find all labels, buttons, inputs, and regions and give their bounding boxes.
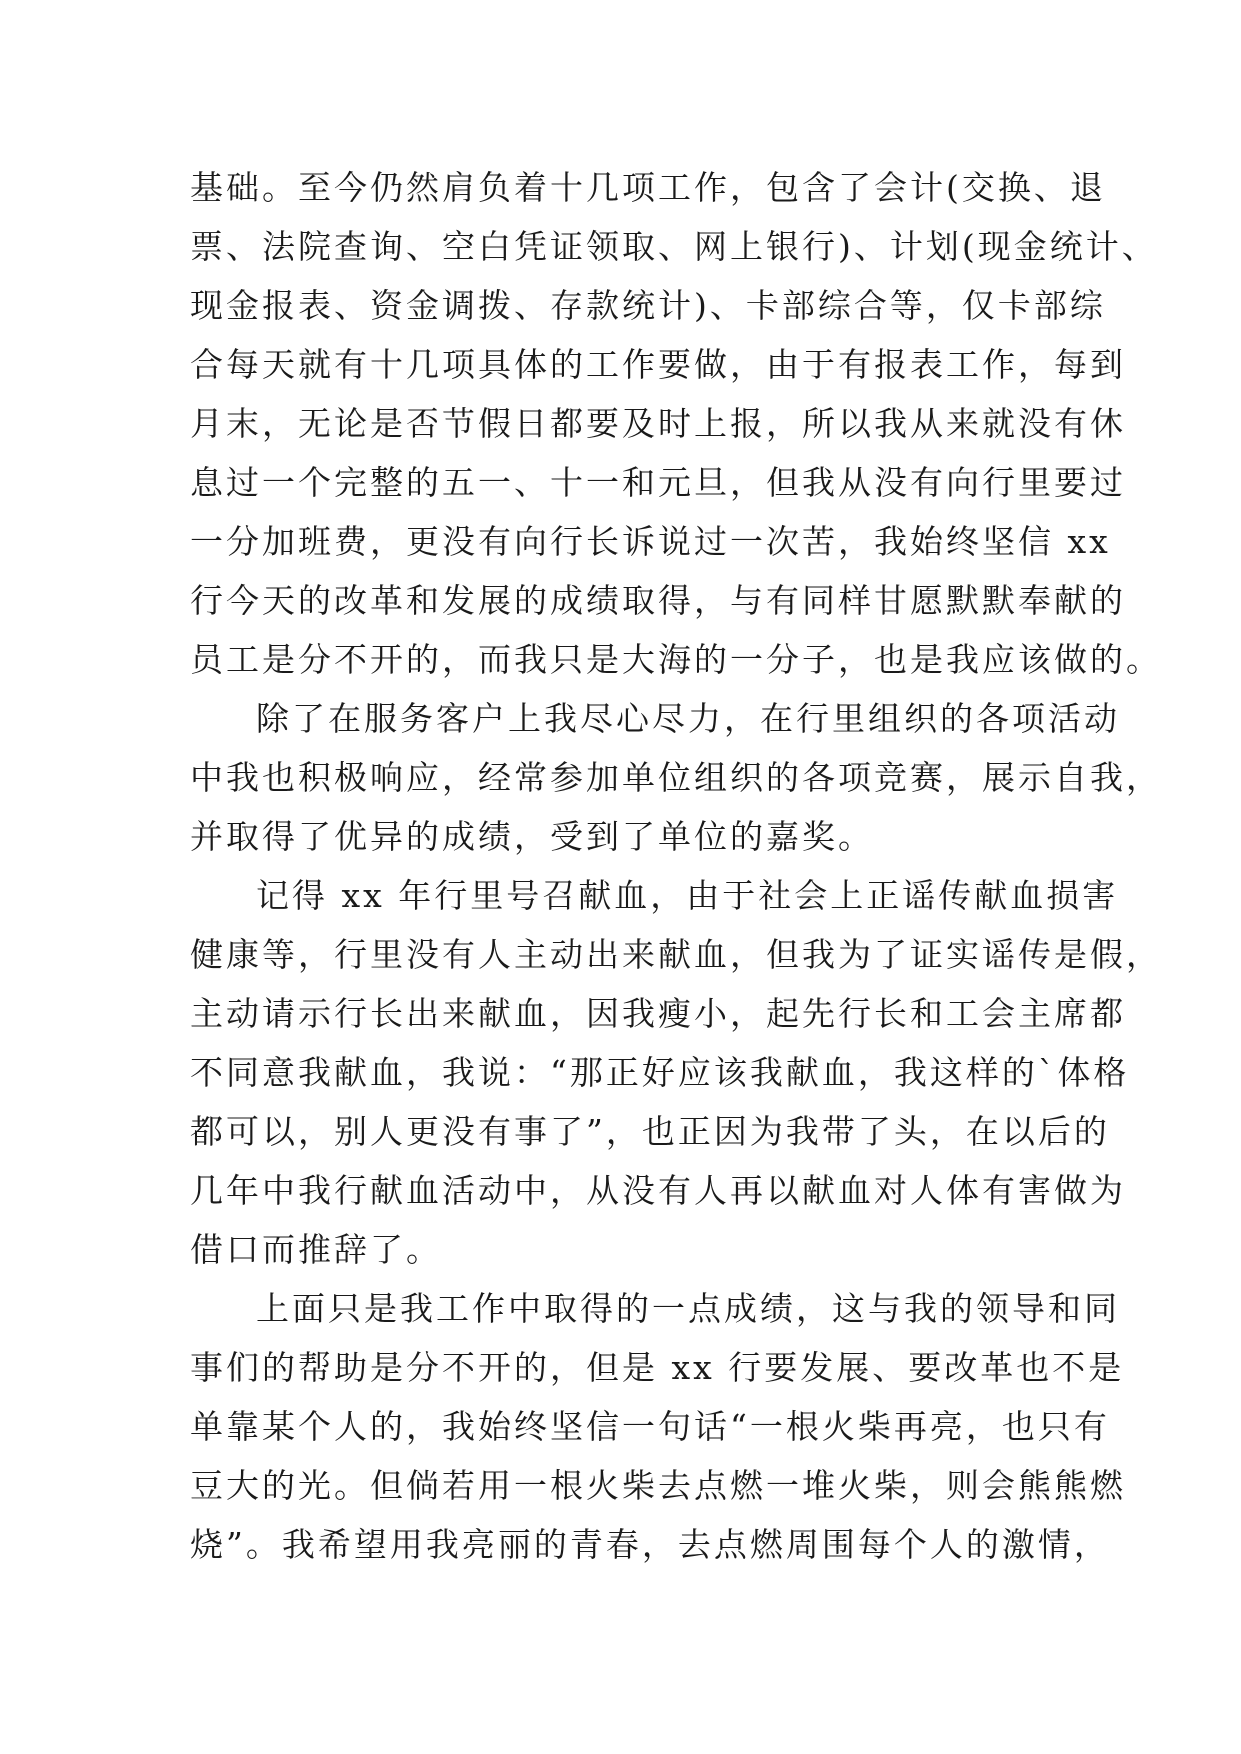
text-line: 基础。至今仍然肩负着十几项工作，包含了会计(交换、退 — [190, 168, 1106, 207]
text-line: 单靠某个人的，我始终坚信一句话“一根火柴再亮，也只有 — [190, 1407, 1110, 1446]
text-line: 借口而推辞了。 — [190, 1230, 442, 1269]
text-line: 月末，无论是否节假日都要及时上报，所以我从来就没有休 — [190, 404, 1126, 443]
text-line: 不同意我献血，我说：“那正好应该我献血，我这样的`体格 — [190, 1053, 1130, 1092]
text-line: 上面只是我工作中取得的一点成绩，这与我的领导和同 — [256, 1289, 1120, 1328]
text-line: 员工是分不开的，而我只是大海的一分子，也是我应该做的。 — [190, 640, 1162, 679]
text-line: 票、法院查询、空白凭证领取、网上银行)、计划(现金统计、 — [190, 227, 1158, 266]
text-line: 一分加班费，更没有向行长诉说过一次苦，我始终坚信 xx — [190, 522, 1111, 561]
text-line: 主动请示行长出来献血，因我瘦小，起先行长和工会主席都 — [190, 994, 1126, 1033]
text-line: 都可以，别人更没有事了”，也正因为我带了头，在以后的 — [190, 1112, 1110, 1151]
text-line: 除了在服务客户上我尽心尽力，在行里组织的各项活动 — [256, 699, 1120, 738]
text-line: 事们的帮助是分不开的，但是 xx 行要发展、要改革也不是 — [190, 1348, 1125, 1387]
text-line: 健康等，行里没有人主动出来献血，但我为了证实谣传是假， — [190, 935, 1162, 974]
body-text — [190, 158, 1162, 1574]
text-line: 烧”。我希望用我亮丽的青春，去点燃周围每个人的激情， — [190, 1525, 1110, 1564]
text-line: 几年中我行献血活动中，从没有人再以献血对人体有害做为 — [190, 1171, 1126, 1210]
text-line: 行今天的改革和发展的成绩取得，与有同样甘愿默默奉献的 — [190, 581, 1126, 620]
text-line: 合每天就有十几项具体的工作要做，由于有报表工作，每到 — [190, 345, 1126, 384]
text-line: 并取得了优异的成绩，受到了单位的嘉奖。 — [190, 817, 874, 856]
text-line: 中我也积极响应，经常参加单位组织的各项竞赛，展示自我， — [190, 758, 1162, 797]
text-line: 现金报表、资金调拨、存款统计)、卡部综合等，仅卡部综 — [190, 286, 1106, 325]
text-line: 记得 xx 年行里号召献血，由于社会上正谣传献血损害 — [256, 876, 1119, 915]
text-line: 豆大的光。但倘若用一根火柴去点燃一堆火柴，则会熊熊燃 — [190, 1466, 1126, 1505]
text-line: 息过一个完整的五一、十一和元旦，但我从没有向行里要过 — [190, 463, 1126, 502]
